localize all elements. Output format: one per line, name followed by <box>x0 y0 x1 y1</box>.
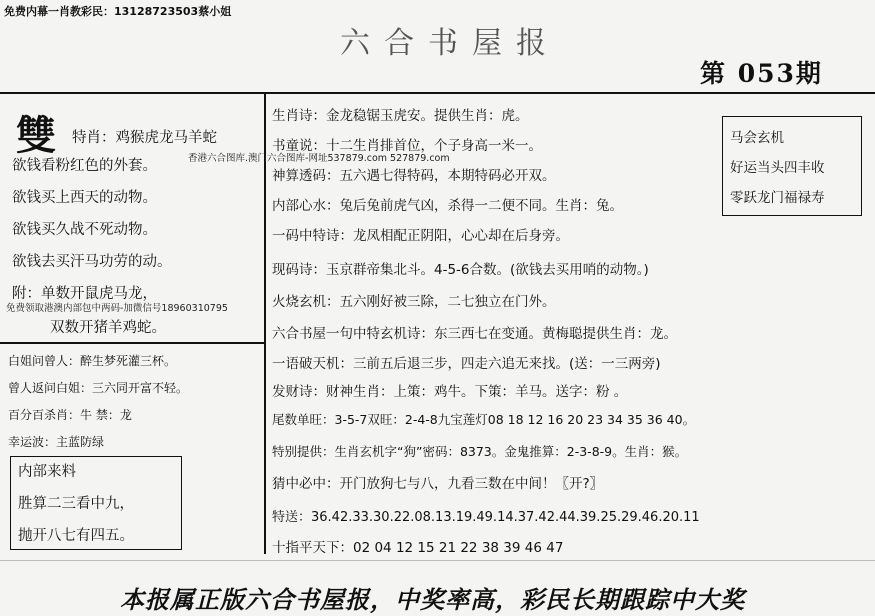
tail-number-line: 尾数单旺：3-5-7双旺：2-4-8九宝莲灯08 18 12 16 20 23 34 35 36 40。 <box>272 412 696 427</box>
double-character: 雙 <box>16 112 56 159</box>
number-list: 十指平天下：02 04 12 15 21 22 38 39 46 47 <box>272 540 564 556</box>
box-line: 马会玄机 <box>730 130 784 146</box>
content-line: 发财诗：财神生肖：上策：鸡牛。下策：羊马。送字：粉 。 <box>272 384 628 400</box>
content-line: 一码中特诗：龙凤相配正阴阳，心心却在后身旁。 <box>272 228 569 244</box>
box-line: 零跃龙门福禄寿 <box>730 190 825 206</box>
content-line: 书童说：十二生肖排首位，个子身高一米一。 <box>272 138 542 154</box>
verse-line: 曾人返问白姐：三六同开富不轻。 <box>8 381 189 395</box>
inner-info-line: 抛开八七有四五。 <box>18 528 134 544</box>
verse-line: 白姐问曾人：醉生梦死灌三杯。 <box>8 354 177 368</box>
content-line: 特别提供：生肖玄机字“狗”密码：8373。金鬼推算：2-3-8-9。生肖：猴。 <box>272 444 688 459</box>
footer-slogan: 本报属正版六合书屋报，中奖率高，彩民长期跟踪中大奖 <box>120 586 745 614</box>
special-zodiac-line: 特肖：鸡猴虎龙马羊蛇 <box>72 130 217 146</box>
content-line: 六合书屋一句中特玄机诗：东三西七在变通。黄梅聪提供生肖：龙。 <box>272 326 677 342</box>
content-line: 现码诗：玉京群帝集北斗。4-5-6合数。(欲钱去买用哨的动物。) <box>272 262 649 278</box>
note-line: 双数开猪羊鸡蛇。 <box>50 320 166 336</box>
issue-number: 第 053期 <box>700 59 823 88</box>
note-line: 附：单数开鼠虎马龙， <box>12 286 157 302</box>
riddle-line: 欲钱看粉红色的外套。 <box>12 158 157 174</box>
footer-rule <box>0 560 875 561</box>
inner-info-line: 胜算二三看中九， <box>18 496 134 512</box>
left-divider <box>0 342 264 344</box>
lucky-wave-line: 幸运波：主蓝防绿 <box>8 435 105 449</box>
box-line: 好运当头四丰收 <box>730 160 825 176</box>
number-list: 特送：36.42.33.30.22.08.13.19.49.14.37.42.44.39.25.29.46.20.11 <box>272 510 700 525</box>
watermark-mid: 香港六合图库.澳门六合图库-网址537879.com 527879.com <box>188 153 450 164</box>
header-rule <box>0 92 875 94</box>
content-line: 生肖诗：金龙稳锯玉虎安。提供生肖：虎。 <box>272 108 529 124</box>
hotline-note: 免费内幕一肖教彩民：13128723503蔡小姐 <box>4 5 232 18</box>
riddle-line: 欲钱买上西天的动物。 <box>12 190 157 206</box>
content-line: 内部心水：兔后兔前虎气凶，杀得一二便不同。生肖：兔。 <box>272 198 623 214</box>
content-line: 火烧玄机：五六刚好被三除，二七独立在门外。 <box>272 294 556 310</box>
watermark-left: 免费领取港澳内部包中两码-加微信号18960310795 <box>6 303 228 314</box>
riddle-line: 欲钱去买汗马功劳的动。 <box>12 254 172 270</box>
riddle-line: 欲钱买久战不死动物。 <box>12 222 157 238</box>
inner-info-title: 内部来料 <box>18 464 76 480</box>
masthead-title: 六合书屋报 <box>340 26 560 61</box>
content-line: 猜中必中：开门放狗七与八，九看三数在中间！〖开?〗 <box>272 476 604 492</box>
content-line: 一语破天机：三前五后退三步，四走六追无来找。(送：一三两旁) <box>272 356 661 372</box>
kill-zodiac-line: 百分百杀肖：牛 禁：龙 <box>8 408 132 422</box>
content-line: 神算透码：五六遇七得特码，本期特码必开双。 <box>272 168 556 184</box>
